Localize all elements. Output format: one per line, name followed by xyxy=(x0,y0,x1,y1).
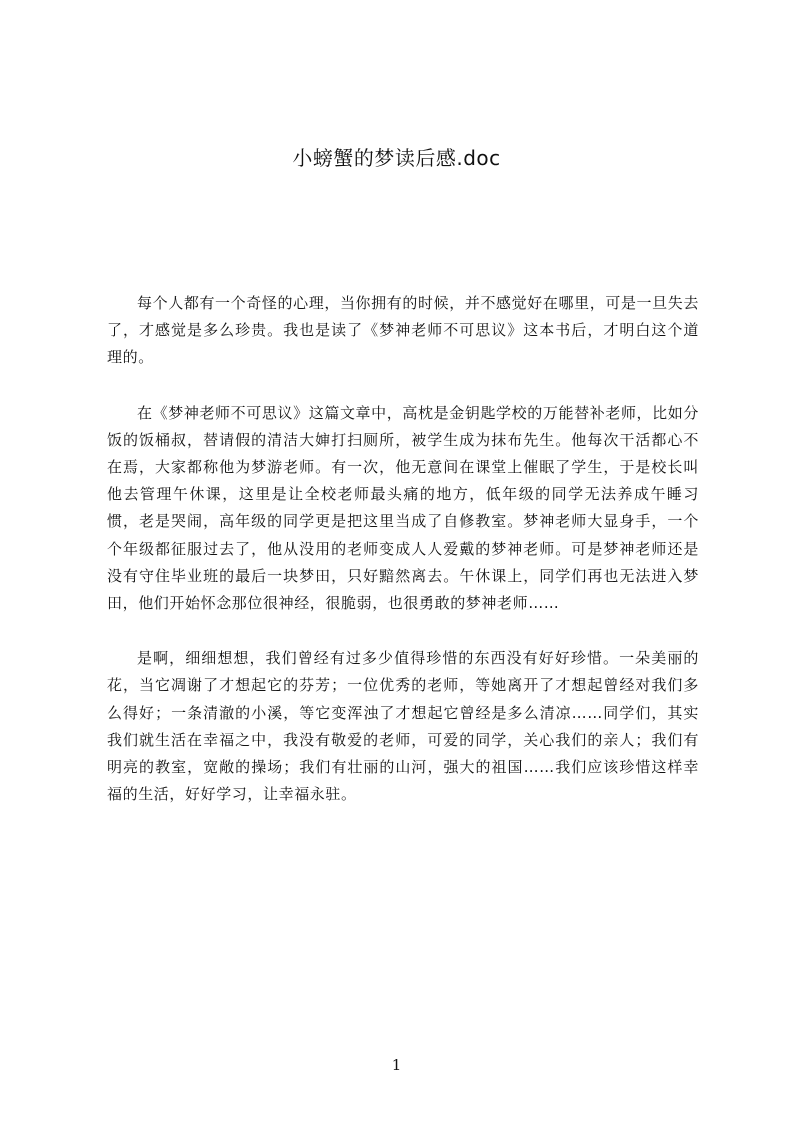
paragraph-summary: 在《梦神老师不可思议》这篇文章中，高枕是金钥匙学校的万能替补老师，比如分饭的饭桶叔，替请假的清洁大婶打扫厕所，被学生成为抹布先生。他每次干活都心不在焉，大家都称他为梦游老师。有一次，他无意间在课堂上催眠了学生，于是校长叫他去管理午休课，这里是让全校老师最头痛的地方，低年级的同学无法养成午睡习惯，老是哭闹，高年级的同学更是把这里当成了自修教室。梦神老师大显身手，一个个年级都征服过去了，他从没用的老师变成人人爱戴的梦神老师。可是梦神老师还是没有守住毕业班的最后一块梦田，只好黯然离去。午休课上，同学们再也无法进入梦田，他们开始怀念那位很神经，很脆弱，也很勇敢的梦神老师…… xyxy=(107,403,699,613)
document-body xyxy=(107,290,699,836)
paragraph-reflection: 是啊，细细想想，我们曾经有过多少值得珍惜的东西没有好好珍惜。一朵美丽的花，当它凋谢了才想起它的芬芳；一位优秀的老师，等她离开了才想起曾经对我们多么得好；一条清澈的小溪，等它变浑浊了才想起它曾经是多么清凉……同学们，其实我们就生活在幸福之中，我没有敬爱的老师，可爱的同学，关心我们的亲人；我们有明亮的教室，宽敞的操场；我们有壮丽的山河，强大的祖国……我们应该珍惜这样幸福的生活，好好学习，让幸福永驻。 xyxy=(107,649,699,804)
paragraph-intro: 每个人都有一个奇怪的心理，当你拥有的时候，并不感觉好在哪里，可是一旦失去了，才感觉是多么珍贵。我也是读了《梦神老师不可思议》这本书后，才明白这个道理的。 xyxy=(107,294,699,367)
document-title: 小螃蟹的梦读后感.doc xyxy=(292,146,501,170)
page-number: 1 xyxy=(391,1056,402,1074)
